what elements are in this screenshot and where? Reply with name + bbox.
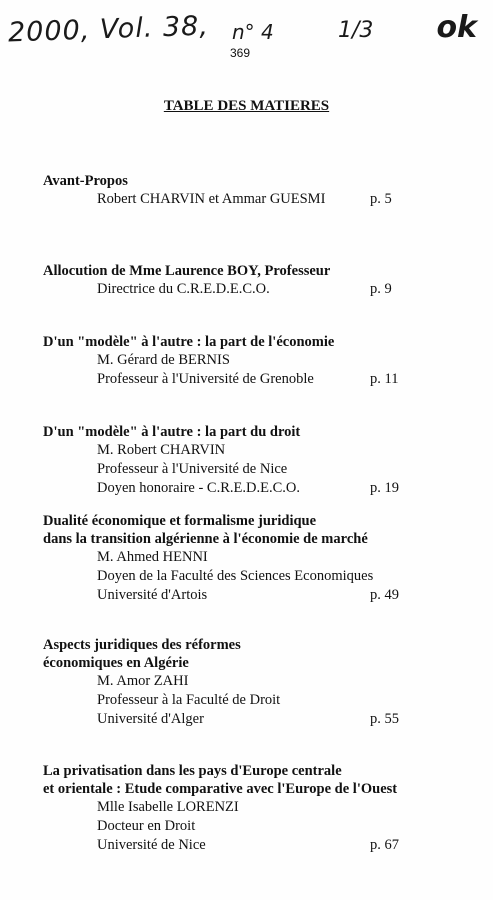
toc-entry [0,636,493,729]
toc-entry-line [0,351,493,370]
toc-entry-line [0,548,493,567]
toc-entry-line [0,370,493,389]
toc-entry-page: p. 67 [370,837,399,853]
toc-entry-line [0,586,493,605]
toc-entry-line [0,280,493,299]
toc-entry-line-text: Professeur à l'Université de Grenoble [97,371,314,387]
toc-entry-line [0,567,493,586]
toc-entry-line-text: M. Robert CHARVIN [97,442,226,458]
toc-entry-heading: Aspects juridiques des réformes [43,637,241,653]
toc-entry [0,762,493,855]
toc-entry-heading: Avant-Propos [43,173,128,189]
handwritten-issue: n° 4 [232,20,274,44]
toc-entry-line [0,460,493,479]
toc-entry-line-text: Professeur à l'Université de Nice [97,461,288,477]
page-number: 369 [230,46,251,60]
toc-entry-line [0,190,493,209]
toc-entry [0,333,493,389]
toc-entry-line-text: M. Gérard de BERNIS [97,352,230,368]
toc-entry-line [0,479,493,498]
toc-entry-line [0,672,493,691]
toc-entry [0,262,493,299]
toc-entry-line-text: Mlle Isabelle LORENZI [97,799,239,815]
toc-entry-line-text: Université d'Artois [97,587,208,603]
toc-entry [0,172,493,209]
toc-entry [0,423,493,498]
toc-entry-line [0,441,493,460]
handwritten-ok-mark: ok [436,10,477,45]
toc-entry-line [0,798,493,817]
toc-entry-line-text: Directrice du C.R.E.D.E.C.O. [97,281,270,297]
toc-entry-line-text: Robert CHARVIN et Ammar GUESMI [97,191,326,207]
toc-entry-line-text: Docteur en Droit [97,818,196,834]
toc-entry-heading: et orientale : Etude comparative avec l'Europe de l'Ouest [43,781,398,797]
toc-entry-line-text: M. Ahmed HENNI [97,549,208,565]
toc-entry-line-text: Université de Nice [97,837,206,853]
toc-entry-heading: économiques en Algérie [43,655,189,671]
toc-entry-heading: Dualité économique et formalisme juridique [43,513,317,529]
toc-entry-heading: Allocution de Mme Laurence BOY, Professeur [43,263,331,279]
toc-entry-line-text: M. Amor ZAHI [97,673,189,689]
toc-entry-page: p. 49 [370,587,399,603]
toc-entry [0,512,493,605]
toc-entry-heading: dans la transition algérienne à l'économie de marché [43,531,368,547]
toc-entry-line-text: Doyen honoraire - C.R.E.D.E.C.O. [97,480,300,496]
toc-entry-line-text: Professeur à la Faculté de Droit [97,692,281,708]
toc-entry-page: p. 9 [370,281,392,297]
toc-entry-line-text: Doyen de la Faculté des Sciences Economiques [97,568,374,584]
toc-entry-line [0,836,493,855]
toc-entry-line [0,691,493,710]
toc-entry-line-text: Université d'Alger [97,711,204,727]
toc-entry-heading: D'un "modèle" à l'autre : la part du droit [43,424,301,440]
toc-entry-heading: La privatisation dans les pays d'Europe centrale [43,763,342,779]
toc-entry-page: p. 55 [370,711,399,727]
toc-entry-page: p. 19 [370,480,399,496]
handwritten-reference: 2000, Vol. 38, [7,10,210,49]
page-title: TABLE DES MATIERES [163,98,330,114]
toc-entry-heading: D'un "modèle" à l'autre : la part de l'économie [43,334,335,350]
toc-entry-line [0,817,493,836]
handwritten-fraction: 1/3 [338,18,374,43]
toc-entry-line [0,710,493,729]
toc-entry-page: p. 11 [370,371,399,387]
toc-entry-page: p. 5 [370,191,392,207]
